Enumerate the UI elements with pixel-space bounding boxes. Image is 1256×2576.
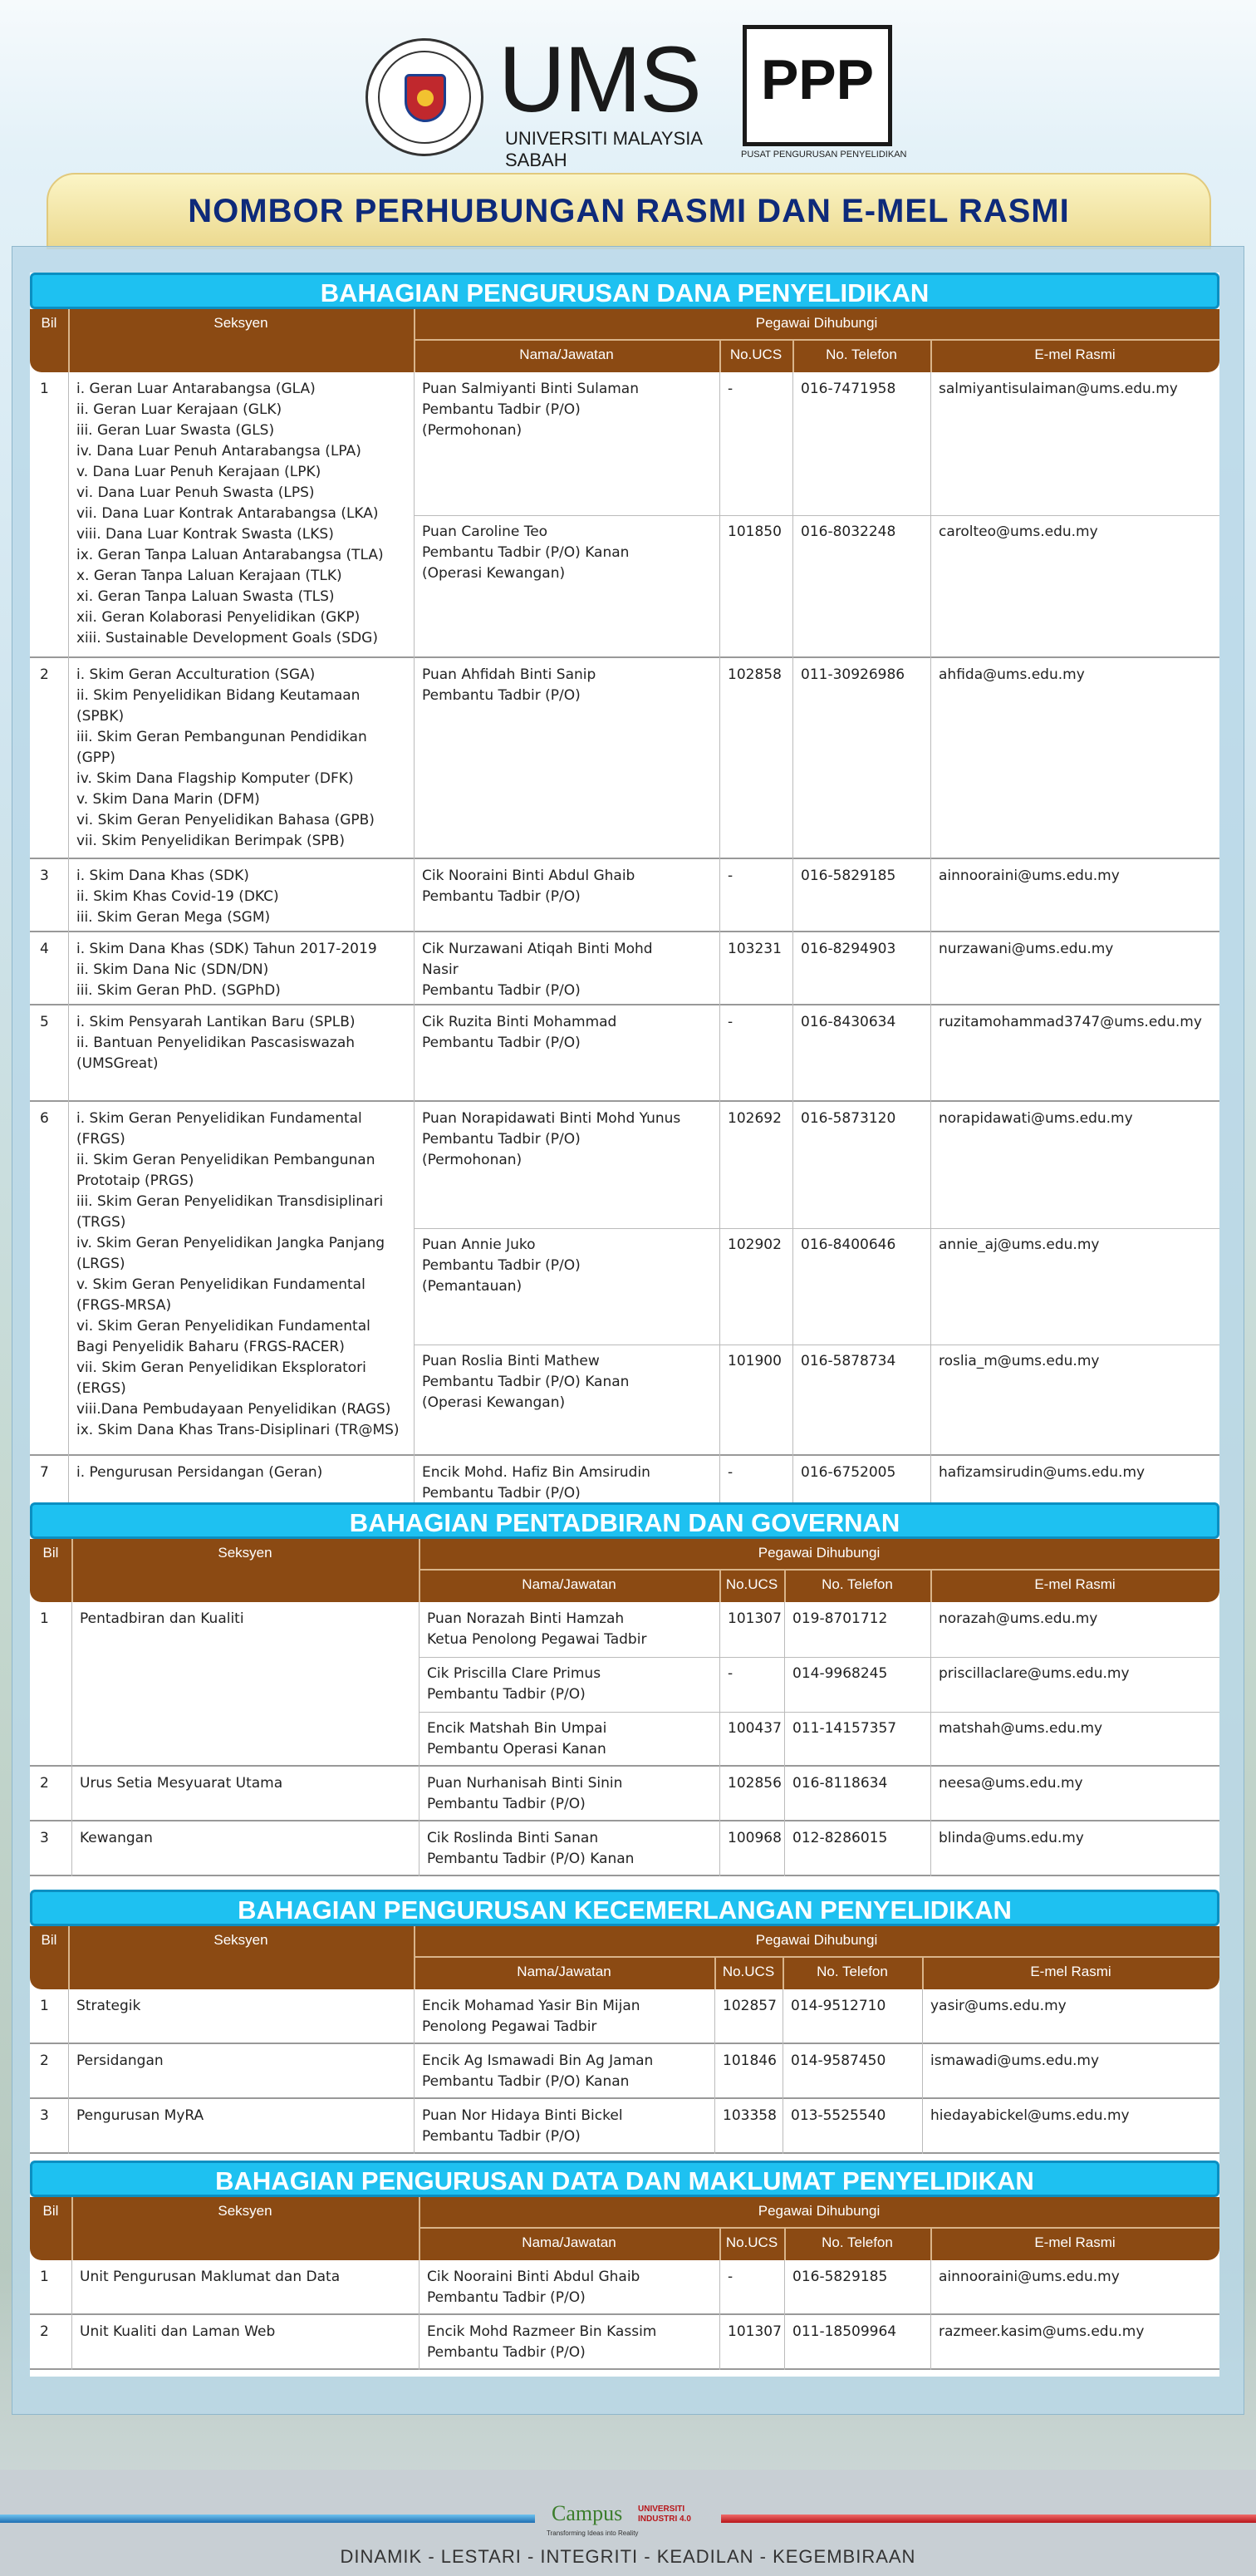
officer-name: Encik Mohamad Yasir Bin Mijan Penolong Pegawai Tadbir (422, 1998, 640, 2035)
col-header-seksyen: Seksyen (218, 1545, 272, 1561)
row-seksyen: Pentadbiran dan Kualiti (80, 1610, 244, 1627)
table-row (30, 859, 1219, 932)
officer-email: salmiyantisulaiman@ums.edu.my (939, 381, 1178, 397)
row-seksyen: Unit Kualiti dan Laman Web (80, 2323, 276, 2340)
section-title: BAHAGIAN PENGURUSAN DANA PENYELIDIKAN (320, 278, 930, 307)
officer-ucs: - (728, 1665, 733, 1682)
officer-ucs: 100437 (728, 1720, 782, 1737)
ums-crest-logo (366, 38, 483, 156)
header-divider (414, 339, 1219, 341)
col-header-seksyen: Seksyen (213, 1932, 268, 1948)
table-header (30, 309, 1219, 372)
cell-divider (714, 2099, 715, 2154)
header-divider (414, 1926, 415, 1989)
col-header-seksyen: Seksyen (218, 2203, 272, 2219)
officer-name: Puan Caroline Teo Pembantu Tadbir (P/O) Kanan (Operasi Kewangan) (422, 524, 630, 582)
cell-divider (930, 1005, 931, 1102)
cell-divider (414, 932, 415, 1005)
cell-divider (414, 2044, 415, 2099)
row-bil: 3 (40, 1830, 49, 1846)
officer-name: Puan Nurhanisah Binti Sinin Pembantu Tadbir (P/O) (427, 1775, 623, 1812)
header-divider (784, 2227, 786, 2260)
cell-divider (71, 1821, 72, 1876)
officer-name: Puan Salmiyanti Binti Sulaman Pembantu Tadbir (P/O) (Permohonan) (422, 381, 639, 439)
officer-name: Puan Roslia Binti Mathew Pembantu Tadbir (P/O) Kanan (Operasi Kewangan) (422, 1353, 630, 1411)
cell-divider (414, 1989, 415, 2044)
officer-name: Cik Nooraini Binti Abdul Ghaib Pembantu Tadbir (P/O) (422, 868, 635, 905)
brand-name: UMS (498, 27, 700, 131)
cell-divider (68, 1102, 69, 1456)
header-divider (414, 309, 415, 372)
cell-divider (414, 1005, 415, 1102)
cell-divider (930, 658, 931, 859)
officer-ucs: 102858 (728, 666, 782, 683)
row-seksyen: Unit Pengurusan Maklumat dan Data (80, 2269, 341, 2285)
row-seksyen: Pengurusan MyRA (76, 2107, 204, 2124)
officer-ucs: - (728, 1014, 733, 1030)
industry-badge: UNIVERSITI INDUSTRI 4.0 (638, 2505, 691, 2524)
cell-divider (930, 1821, 931, 1876)
green-campus-logo (535, 2486, 718, 2541)
header-divider (930, 1569, 932, 1602)
cell-divider (414, 658, 415, 859)
row-bil: 2 (40, 2052, 49, 2069)
officer-email: norapidawati@ums.edu.my (939, 1110, 1133, 1127)
cell-divider (784, 2260, 785, 2315)
cell-divider (719, 1102, 720, 1456)
officer-phone: 016-8400646 (801, 1236, 896, 1253)
officer-name: Cik Priscilla Clare Primus Pembantu Tadbir (P/O) (427, 1665, 601, 1703)
row-bil: 2 (40, 666, 49, 683)
col-header-email: E-mel Rasmi (1034, 2234, 1116, 2250)
col-header-ucs: No.UCS (729, 347, 783, 362)
officer-ucs: 101850 (728, 524, 782, 540)
officer-email: priscillaclare@ums.edu.my (939, 1665, 1130, 1682)
header-divider (68, 1926, 70, 1989)
section-title-bar (30, 273, 1219, 309)
cell-divider (68, 1456, 69, 1509)
officer-phone: 011-18509964 (792, 2323, 897, 2340)
row-seksyen: i. Skim Dana Khas (SDK) Tahun 2017-2019 ii. Skim Dana Nic (SDN/DN) iii. Skim Geran PhD. (SGPhD) (76, 941, 377, 999)
row-bil: 3 (40, 868, 49, 884)
table-row (30, 1005, 1219, 1102)
col-header-nama: Nama/Jawatan (522, 2234, 616, 2250)
officer-email: ahfida@ums.edu.my (939, 666, 1085, 683)
col-header-nama: Nama/Jawatan (517, 1964, 611, 1979)
officer-ucs: 102856 (728, 1775, 782, 1792)
header-divider (922, 1956, 924, 1989)
university-name: UNIVERSITI MALAYSIA SABAH (505, 128, 702, 170)
cell-divider (719, 1602, 720, 1767)
col-header-bil: Bil (41, 1932, 57, 1948)
officer-email: neesa@ums.edu.my (939, 1775, 1083, 1792)
cell-divider (930, 1102, 931, 1456)
cell-divider (71, 2315, 72, 2370)
table-row (30, 2099, 1219, 2154)
section-data-maklumat (30, 2161, 1219, 2377)
officer-ucs: - (728, 868, 733, 884)
officer-email: ainnooraini@ums.edu.my (939, 868, 1120, 884)
header-divider (419, 2227, 1219, 2229)
officer-ucs: 101307 (728, 1610, 782, 1627)
officer-phone: 016-8294903 (801, 941, 896, 957)
cell-divider (792, 859, 793, 932)
cell-divider (930, 2260, 931, 2315)
cell-divider (792, 1102, 793, 1456)
officer-ucs: 103358 (723, 2107, 777, 2124)
header-divider (930, 339, 932, 372)
row-seksyen: i. Skim Dana Khas (SDK) ii. Skim Khas Covid-19 (DKC) iii. Skim Geran Mega (SGM) (76, 868, 279, 926)
row-bil: 1 (40, 2269, 49, 2285)
officer-phone: 016-7471958 (801, 381, 896, 397)
cell-divider (719, 859, 720, 932)
tagline-text: Transforming Ideas into Reality (547, 2529, 639, 2537)
table-row (30, 372, 1219, 658)
section-title: BAHAGIAN PENGURUSAN KECEMERLANGAN PENYELIDIKAN (238, 1895, 1012, 1925)
cell-divider (68, 2099, 69, 2154)
officer-name: Cik Ruzita Binti Mohammad Pembantu Tadbir (P/O) (422, 1014, 617, 1051)
officer-phone: 014-9968245 (792, 1665, 888, 1682)
header-divider (719, 2227, 721, 2260)
row-seksyen: Kewangan (80, 1830, 153, 1846)
cell-divider (930, 932, 931, 1005)
cell-divider (930, 1767, 931, 1821)
ppp-logo-text: PPP (760, 48, 875, 111)
cell-divider (414, 2099, 415, 2154)
officer-email: matshah@ums.edu.my (939, 1720, 1103, 1737)
col-header-ucs: No.UCS (725, 1576, 778, 1592)
header-divider (414, 1956, 1219, 1958)
officer-phone: 014-9587450 (791, 2052, 886, 2069)
officer-name: Cik Nurzawani Atiqah Binti Mohd Nasir Pembantu Tadbir (P/O) (422, 941, 653, 999)
cell-divider (784, 2315, 785, 2370)
section-title-bar (30, 2161, 1219, 2197)
cell-divider (414, 1456, 415, 1509)
officer-name: Cik Nooraini Binti Abdul Ghaib Pembantu Tadbir (P/O) (427, 2269, 640, 2306)
section-title-bar (30, 1502, 1219, 1539)
cell-divider (68, 1005, 69, 1102)
cell-divider (930, 2315, 931, 2370)
officer-ucs: 101900 (728, 1353, 782, 1369)
officer-email: nurzawani@ums.edu.my (939, 941, 1114, 957)
row-bil: 6 (40, 1110, 49, 1127)
row-bil: 5 (40, 1014, 49, 1030)
cell-divider (68, 372, 69, 658)
col-header-bil: Bil (42, 2203, 59, 2219)
cell-divider (792, 658, 793, 859)
cell-divider (719, 1767, 720, 1821)
cell-divider (719, 658, 720, 859)
cell-divider (714, 2044, 715, 2099)
officer-ucs: 101307 (728, 2323, 782, 2340)
row-seksyen: Strategik (76, 1998, 141, 2014)
row-bil: 4 (40, 941, 49, 957)
campus-text: Campus (552, 2501, 623, 2525)
officer-divider (419, 1712, 1219, 1713)
row-seksyen: Persidangan (76, 2052, 164, 2069)
cell-divider (719, 2315, 720, 2370)
col-header-pegawai: Pegawai Dihubungi (755, 1932, 878, 1948)
cell-divider (68, 859, 69, 932)
cell-divider (922, 1989, 923, 2044)
officer-ucs: 103231 (728, 941, 782, 957)
row-seksyen: i. Pengurusan Persidangan (Geran) (76, 1464, 323, 1481)
cell-divider (714, 1989, 715, 2044)
header-divider (930, 2227, 932, 2260)
cell-divider (68, 1989, 69, 2044)
title-banner (47, 173, 1211, 249)
row-bil: 7 (40, 1464, 49, 1481)
officer-ucs: 100968 (728, 1830, 782, 1846)
row-bil: 2 (40, 2323, 49, 2340)
cell-divider (930, 859, 931, 932)
officer-divider (414, 1228, 1219, 1229)
ums-wordmark (498, 27, 748, 170)
cell-divider (784, 1767, 785, 1821)
cell-divider (71, 1767, 72, 1821)
officer-name: Cik Roslinda Binti Sanan Pembantu Tadbir (P/O) Kanan (427, 1830, 635, 1867)
row-bil: 1 (40, 1998, 49, 2014)
officer-email: norazah@ums.edu.my (939, 1610, 1098, 1627)
header-divider (792, 339, 794, 372)
header-divider (68, 309, 70, 372)
cell-divider (784, 1602, 785, 1767)
row-bil: 1 (40, 1610, 49, 1627)
officer-name: Puan Annie Juko Pembantu Tadbir (P/O) (Pemantauan) (422, 1236, 581, 1295)
header-divider (714, 1956, 716, 1989)
officer-name: Encik Ag Ismawadi Bin Ag Jaman Pembantu Tadbir (P/O) Kanan (422, 2052, 654, 2090)
header-divider (719, 339, 721, 372)
col-header-telefon: No. Telefon (826, 347, 897, 362)
row-seksyen: i. Geran Luar Antarabangsa (GLA) ii. Geran Luar Kerajaan (GLK) iii. Geran Luar Swasta (GLS) iv. Dana Luar Penuh Antarabangsa (LPA) v. Dana Luar Penuh Kerajaan (LPK) vi. Dana Luar Penuh Swasta (LPS) vii. Dana Luar Kontrak Antarabangsa (LKA) viii. Dana Luar Kontrak Swasta (LKS) ix. Geran Tanpa Laluan Antarabangsa (TLA) x. Geran Tanpa Laluan Kerajaan (TLK) xi. Geran Tanpa Laluan Swasta (TLS) xii. Geran Kolaborasi Penyelidikan (GKP) xiii. Sustainable Development Goals (SDG) (76, 381, 384, 646)
table-row (30, 1767, 1219, 1821)
officer-name: Encik Mohd Razmeer Bin Kassim Pembantu Tadbir (P/O) (427, 2323, 657, 2361)
section-pentadbiran-governan (30, 1502, 1219, 1890)
cell-divider (792, 1456, 793, 1509)
table-header (30, 2197, 1219, 2260)
header-divider (71, 2197, 73, 2260)
section-title-bar (30, 1890, 1219, 1926)
cell-divider (922, 2044, 923, 2099)
section-dana-penyelidikan (30, 273, 1219, 1502)
officer-ucs: 102692 (728, 1110, 782, 1127)
officer-divider (414, 515, 1219, 516)
unit-name: PUSAT PENGURUSAN PENYELIDIKAN (741, 150, 907, 160)
col-header-telefon: No. Telefon (822, 1576, 893, 1592)
officer-ucs: 101846 (723, 2052, 777, 2069)
officer-phone: 011-14157357 (792, 1720, 897, 1737)
section-kecemerlangan-penyelidikan (30, 1890, 1219, 2161)
officer-ucs: - (728, 381, 733, 397)
officer-phone: 016-6752005 (801, 1464, 896, 1481)
cell-divider (792, 1005, 793, 1102)
cell-divider (719, 1456, 720, 1509)
cell-divider (922, 2099, 923, 2154)
officer-ucs: - (728, 2269, 733, 2285)
university-motto: DINAMIK - LESTARI - INTEGRITI - KEADILAN - KEGEMBIRAAN (340, 2546, 916, 2567)
col-header-ucs: No.UCS (725, 2234, 778, 2250)
officer-phone: 019-8701712 (792, 1610, 888, 1627)
col-header-email: E-mel Rasmi (1034, 347, 1116, 362)
officer-name: Puan Norapidawati Binti Mohd Yunus Pembantu Tadbir (P/O) (Permohonan) (422, 1110, 681, 1168)
col-header-ucs: No.UCS (722, 1964, 775, 1979)
table-row (30, 932, 1219, 1005)
cell-divider (930, 1602, 931, 1767)
cell-divider (68, 2044, 69, 2099)
cell-divider (719, 1821, 720, 1876)
header-divider (419, 2197, 420, 2260)
col-header-pegawai: Pegawai Dihubungi (758, 2203, 881, 2219)
table-header (30, 1926, 1219, 1989)
officer-phone: 016-5873120 (801, 1110, 896, 1127)
header-divider (71, 1539, 73, 1602)
header-divider (419, 1539, 420, 1602)
officer-name: Puan Norazah Binti Hamzah Ketua Penolong Pegawai Tadbir (427, 1610, 647, 1648)
table-row (30, 2260, 1219, 2315)
officer-phone: 013-5525540 (791, 2107, 886, 2124)
header-divider (783, 1956, 784, 1989)
col-header-seksyen: Seksyen (213, 315, 268, 331)
officer-email: ismawadi@ums.edu.my (930, 2052, 1100, 2069)
footer-red-bar (721, 2515, 1256, 2523)
col-header-nama: Nama/Jawatan (519, 347, 614, 362)
cell-divider (68, 932, 69, 1005)
cell-divider (719, 1005, 720, 1102)
table-row (30, 1602, 1219, 1767)
officer-email: hafizamsirudin@ums.edu.my (939, 1464, 1146, 1481)
cell-divider (414, 859, 415, 932)
header-divider (419, 1569, 1219, 1571)
officer-ucs: 102902 (728, 1236, 782, 1253)
col-header-bil: Bil (42, 1545, 59, 1561)
section-title: BAHAGIAN PENTADBIRAN DAN GOVERNAN (349, 1508, 900, 1537)
row-bil: 1 (40, 381, 49, 397)
col-header-email: E-mel Rasmi (1030, 1964, 1111, 1979)
header-divider (719, 1569, 721, 1602)
cell-divider (71, 2260, 72, 2315)
officer-phone: 016-5878734 (801, 1353, 896, 1369)
officer-phone: 016-8118634 (792, 1775, 888, 1792)
officer-name: Encik Matshah Bin Umpai Pembantu Operasi Kanan (427, 1720, 607, 1757)
page-footer (0, 2470, 1256, 2576)
header-divider (784, 1569, 786, 1602)
officer-name: Puan Ahfidah Binti Sanip Pembantu Tadbir (P/O) (422, 666, 596, 704)
officer-phone: 016-8430634 (801, 1014, 896, 1030)
row-seksyen: i. Skim Geran Acculturation (SGA) ii. Skim Penyelidikan Bidang Keutamaan (SPBK) iii. Skim Geran Pembangunan Pendidikan (GPP) iv. Skim Dana Flagship Komputer (DFK) v. Skim Dana Marin (DFM) vi. Skim Geran Penyelidikan Bahasa (GPB) vii. Skim Penyelidikan Berimpak (SPB) (76, 666, 375, 849)
cell-divider (784, 1821, 785, 1876)
officer-name: Puan Nor Hidaya Binti Bickel Pembantu Tadbir (P/O) (422, 2107, 623, 2145)
cell-divider (792, 932, 793, 1005)
officer-email: roslia_m@ums.edu.my (939, 1353, 1100, 1369)
table-row (30, 1989, 1219, 2044)
officer-phone: 011-30926986 (801, 666, 905, 683)
row-bil: 2 (40, 1775, 49, 1792)
officer-ucs: - (728, 1464, 733, 1481)
page-title: NOMBOR PERHUBUNGAN RASMI DAN E-MEL RASMI (188, 193, 1070, 229)
officer-email: blinda@ums.edu.my (939, 1830, 1084, 1846)
table-row (30, 658, 1219, 859)
officer-phone: 014-9512710 (791, 1998, 886, 2014)
officer-email: ruzitamohammad3747@ums.edu.my (939, 1014, 1202, 1030)
cell-divider (414, 1102, 415, 1456)
officer-ucs: 102857 (723, 1998, 777, 2014)
row-seksyen: Urus Setia Mesyuarat Utama (80, 1775, 283, 1792)
col-header-nama: Nama/Jawatan (522, 1576, 616, 1592)
table-header (30, 1539, 1219, 1602)
officer-email: hiedayabickel@ums.edu.my (930, 2107, 1130, 2124)
officer-email: yasir@ums.edu.my (930, 1998, 1067, 2014)
table-row (30, 1102, 1219, 1456)
cell-divider (930, 1456, 931, 1509)
col-header-pegawai: Pegawai Dihubungi (755, 315, 878, 331)
table-row (30, 2044, 1219, 2099)
ppp-logo (743, 25, 892, 146)
officer-phone: 016-8032248 (801, 524, 896, 540)
col-header-pegawai: Pegawai Dihubungi (758, 1545, 881, 1561)
cell-divider (68, 658, 69, 859)
cell-divider (71, 1602, 72, 1767)
col-header-telefon: No. Telefon (822, 2234, 893, 2250)
row-bil: 3 (40, 2107, 49, 2124)
officer-email: carolteo@ums.edu.my (939, 524, 1098, 540)
footer-blue-bar (0, 2515, 535, 2523)
row-seksyen: i. Skim Geran Penyelidikan Fundamental (FRGS) ii. Skim Geran Penyelidikan Pembangunan Prototaip (PRGS) iii. Skim Geran Penyelidikan Transdisiplinari (TRGS) iv. Skim Geran Penyelidikan Jangka Panjang (LRGS) v. Skim Geran Penyelidikan Fundamental (FRGS-MRSA) vi. Skim Geran Penyelidikan Fundamental Bagi Penyelidik Baharu (FRGS-RACER) vii. Skim Geran Penyelidikan Eksploratori (ERGS) viii.Dana Pembudayaan Penyelidikan (RAGS) ix. Skim Dana Khas Trans-Disiplinari (TR@MS) (76, 1110, 400, 1438)
officer-phone: 016-5829185 (792, 2269, 888, 2285)
officer-phone: 012-8286015 (792, 1830, 888, 1846)
cell-divider (719, 2260, 720, 2315)
table-row (30, 1456, 1219, 1509)
officer-email: razmeer.kasim@ums.edu.my (939, 2323, 1145, 2340)
section-title: BAHAGIAN PENGURUSAN DATA DAN MAKLUMAT PENYELIDIKAN (215, 2166, 1034, 2195)
officer-divider (419, 1657, 1219, 1658)
table-row (30, 1821, 1219, 1876)
cell-divider (719, 932, 720, 1005)
page-header (0, 0, 1256, 170)
officer-email: ainnooraini@ums.edu.my (939, 2269, 1120, 2285)
col-header-email: E-mel Rasmi (1034, 1576, 1116, 1592)
table-row (30, 2315, 1219, 2370)
officer-phone: 016-5829185 (801, 868, 896, 884)
officer-name: Encik Mohd. Hafiz Bin Amsirudin Pembantu Tadbir (P/O) (422, 1464, 650, 1502)
row-seksyen: i. Skim Pensyarah Lantikan Baru (SPLB) ii. Bantuan Penyelidikan Pascasiswazah (UMSGreat) (76, 1014, 356, 1072)
officer-email: annie_aj@ums.edu.my (939, 1236, 1100, 1253)
col-header-bil: Bil (41, 315, 57, 331)
col-header-telefon: No. Telefon (817, 1964, 888, 1979)
